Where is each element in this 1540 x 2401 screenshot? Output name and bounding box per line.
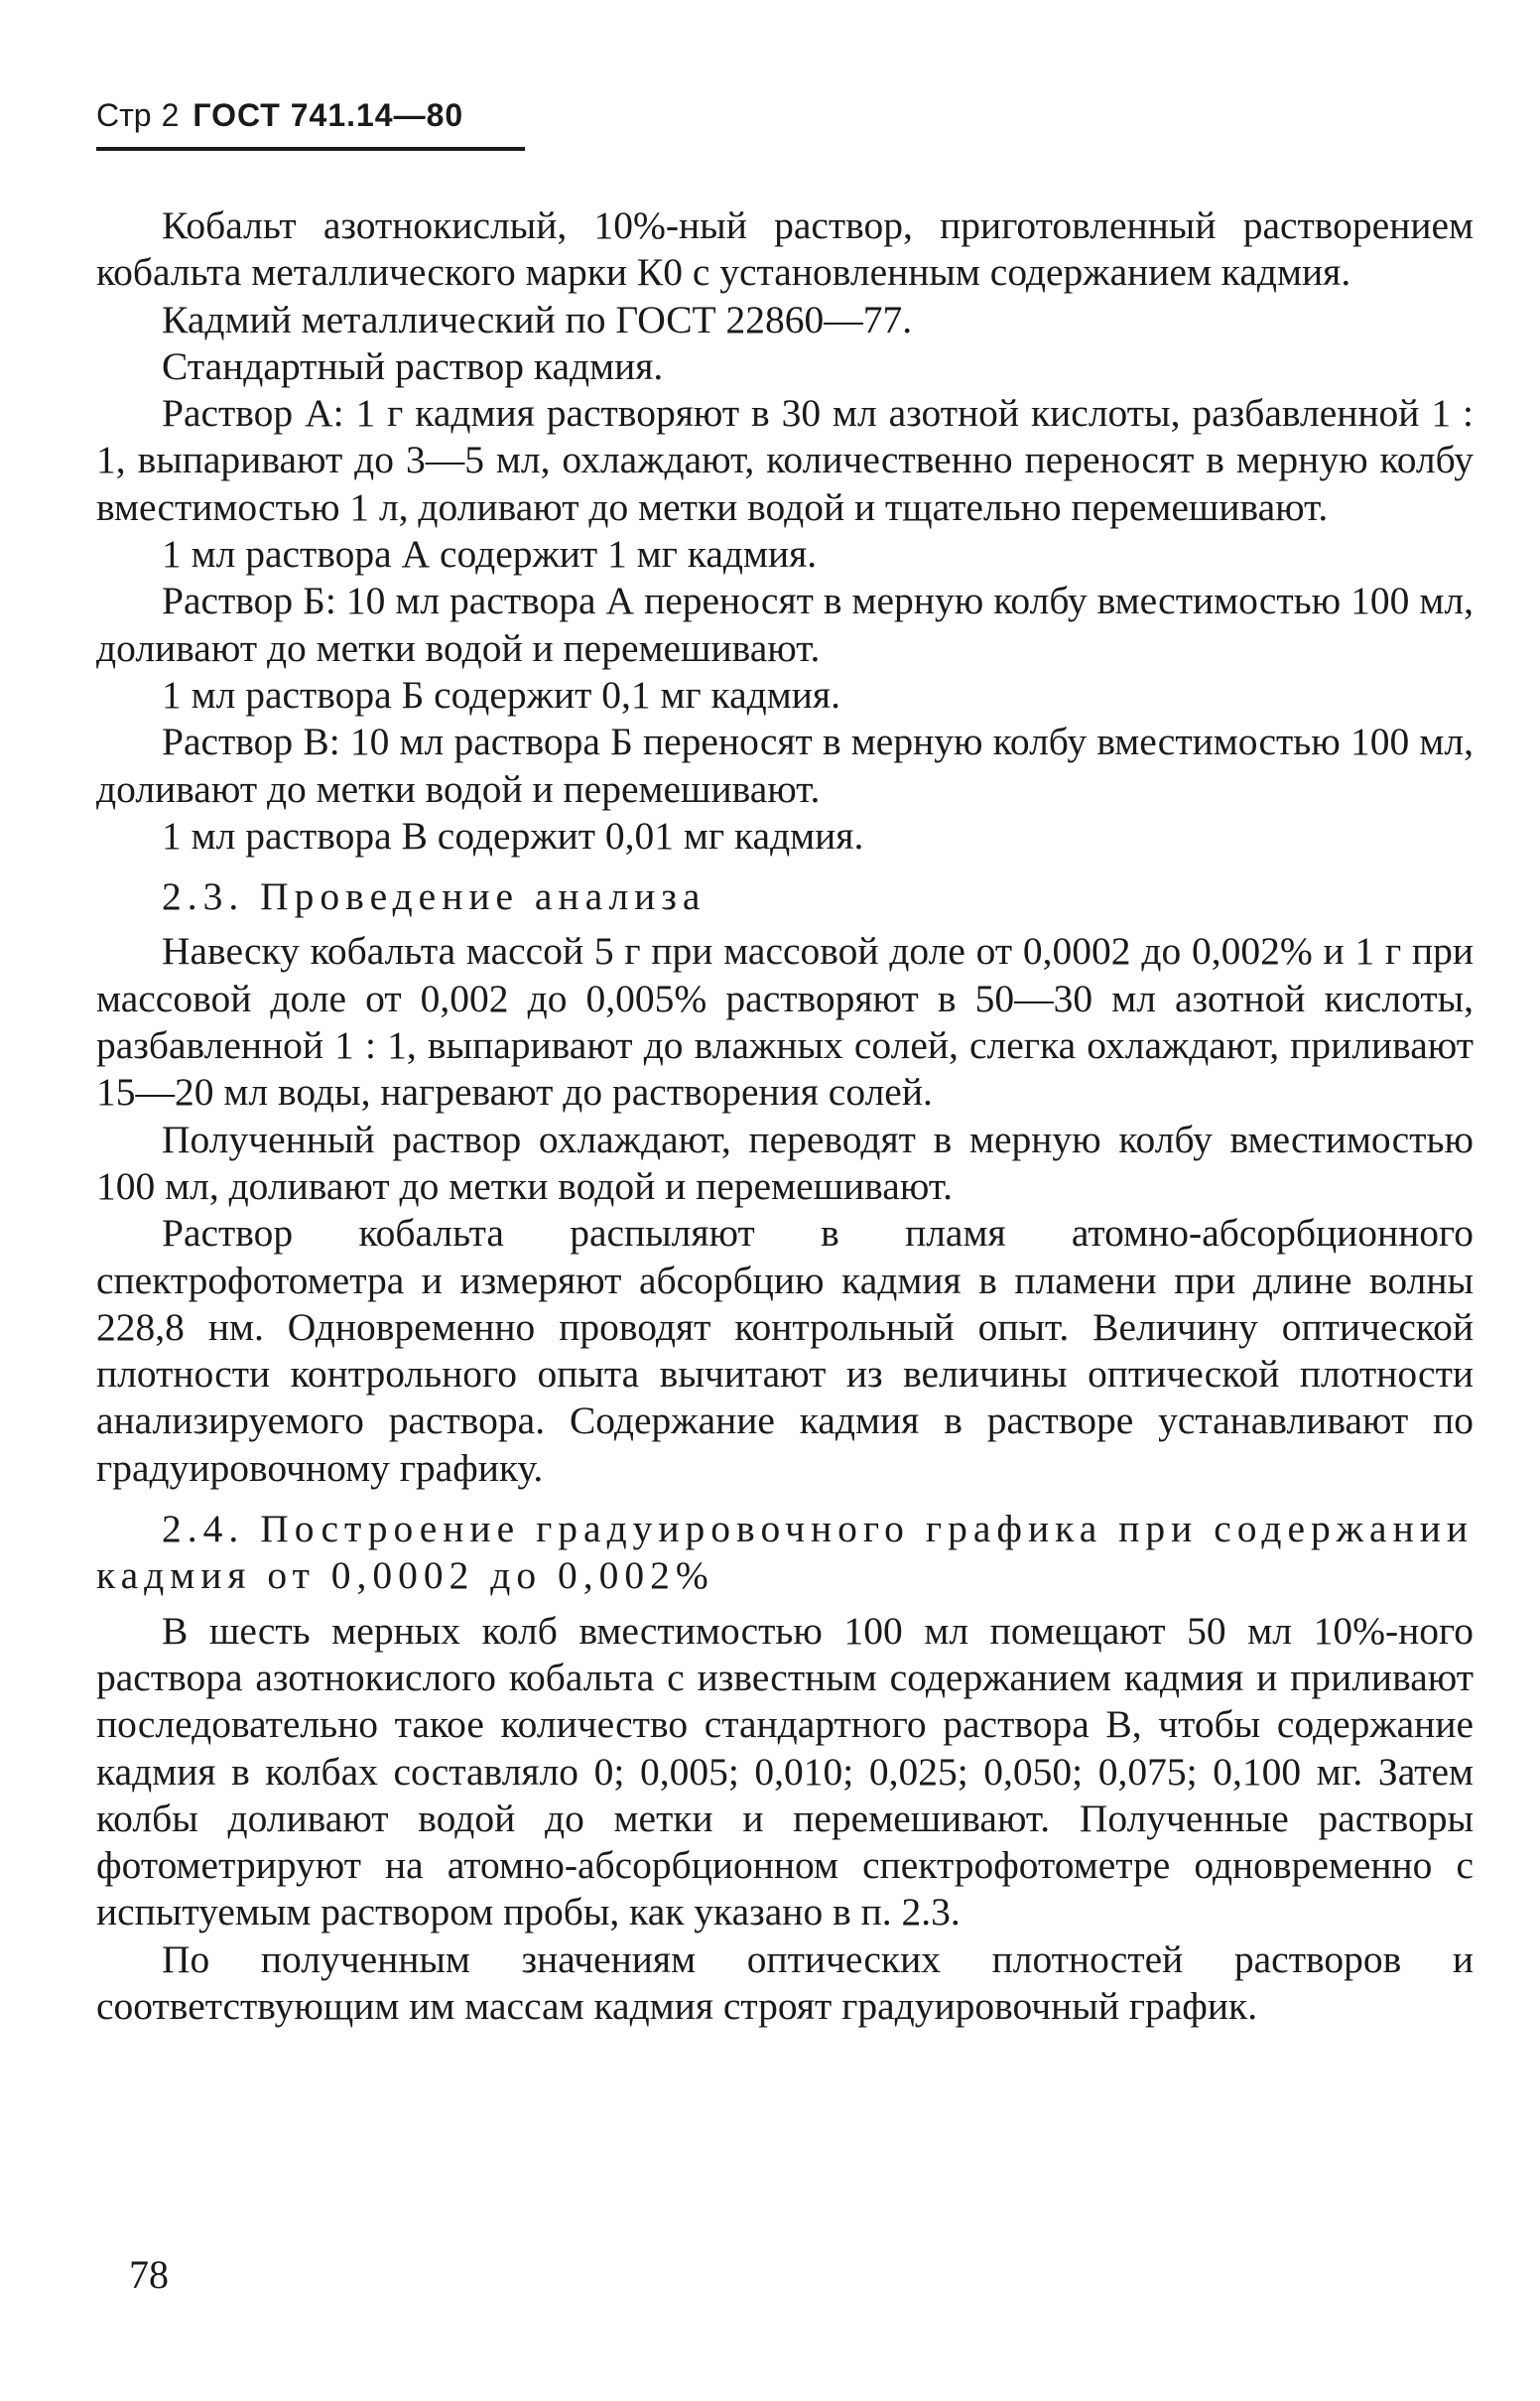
paragraph-spectrophotometry: Раствор кобальта распыляют в пламя атомно-абсорбционного спектрофотометра и измеряют абсорбцию кадмия в пламени при длине волны 228,8 нм. Одновременно проводят контрольный опыт. Величину оптической плотности контрольного опыта вычитают из величины оптической плотности анализируемого раствора. Содержание кадмия в растворе устанавливают по градуировочному графику. [96,1211,1474,1490]
paragraph-solution-v: Раствор В: 10 мл раствора Б переносят в мерную колбу вместимостью 100 мл, доливают до метки водой и перемешивают. [96,720,1474,811]
header-rule [96,147,525,151]
section-heading-2-4: 2.4. Построение градуировочного графика при содержании кадмия от 0,0002 до 0,002% [96,1507,1474,1598]
section-heading-2-3: 2.3. Проведение анализа [162,874,706,919]
paragraph-solution-a: Раствор А: 1 г кадмия растворяют в 30 мл азотной кислоты, разбавленной 1 : 1, выпаривают до 3—5 мл, охлаждают, количественно переносят в мерную колбу вместимостью 1 л, доливают до метки водой и тщательно перемешивают. [96,391,1474,529]
header-standard: ГОСТ 741.14—80 [192,97,464,133]
paragraph-solution-v-content: 1 мл раствора В содержит 0,01 мг кадмия. [162,813,864,858]
body-text [96,202,1474,2030]
paragraph-calibration-flasks: В шесть мерных колб вместимостью 100 мл помещают 50 мл 10%-ного раствора азотнокислого кобальта с известным содержанием кадмия и приливают последовательно такое количество стандартного раствора В, чтобы содержание кадмия в колбах составляло 0; 0,005; 0,010; 0,025; 0,050; 0,075; 0,100 мг. Затем колбы доливают водой до метки и перемешивают. Полученные растворы фотометрируют на атомно-абсорбционном спектрофотометре одновременно с испытуемым раствором пробы, как указано в п. 2.3. [96,1608,1474,1934]
header-prefix: Стр [96,97,152,133]
paragraph-cadmium-metal: Кадмий металлический по ГОСТ 22860—77. [162,297,913,341]
page-header [96,95,463,135]
paragraph-solution-b-content: 1 мл раствора Б содержит 0,1 мг кадмия. [162,672,840,717]
page-number: 78 [129,2252,169,2297]
paragraph-sample-weighing: Навеску кобальта массой 5 г при массовой доле от 0,0002 до 0,002% и 1 г при массовой доле от 0,002 до 0,005% растворяют в 50—30 мл азотной кислоты, разбавленной 1 : 1, выпаривают до влажных солей, слегка охлаждают, приливают 15—20 мл воды, нагревают до растворения солей. [96,929,1474,1115]
paragraph-solution-a-content: 1 мл раствора А содержит 1 мг кадмия. [162,532,818,577]
paragraph-solution-transfer: Полученный раствор охлаждают, переводят в мерную колбу вместимостью 100 мл, доливают до метки водой и перемешивают. [96,1117,1474,1208]
paragraph-solution-b: Раствор Б: 10 мл раствора А переносят в мерную колбу вместимостью 100 мл, доливают до метки водой и перемешивают. [96,579,1474,670]
paragraph-calibration-graph: По полученным значениям оптических плотностей растворов и соответствующим им массам кадмия строят градуировочный график. [96,1936,1474,2028]
paragraph-standard-solution: Стандартный раствор кадмия. [162,343,664,388]
paragraph-cobalt-nitrate: Кобальт азотнокислый, 10%-ный раствор, приготовленный растворением кобальта металлического марки К0 с установленным содержанием кадмия. [96,203,1474,295]
header-page-number: 2 [161,97,180,133]
